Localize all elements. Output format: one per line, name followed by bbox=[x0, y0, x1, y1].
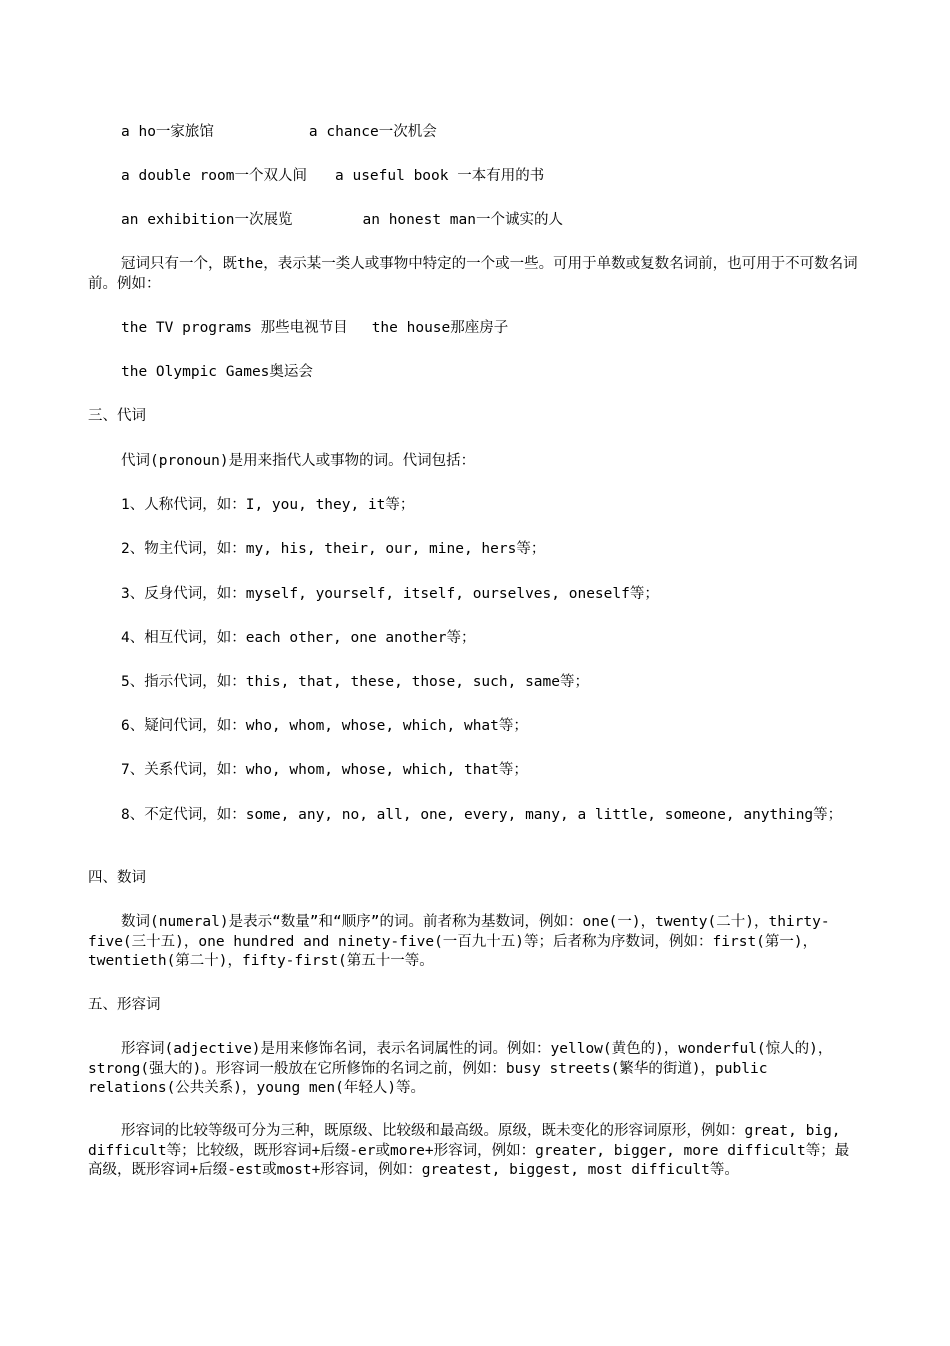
example-right: a useful book 一本有用的书 bbox=[335, 168, 545, 184]
example-line-5 bbox=[121, 362, 313, 382]
example-line-4 bbox=[121, 318, 508, 338]
section-heading-numeral: 四、数词 bbox=[88, 870, 146, 886]
pronoun-item: 8、不定代词，如：some, any, no, all, one, every, many, a little, someone, anything等； bbox=[121, 807, 843, 823]
example-left: the TV programs 那些电视节目 bbox=[121, 320, 348, 336]
pronoun-item: 5、指示代词，如：this, that, these, those, such, same等； bbox=[121, 674, 589, 690]
pronoun-item: 6、疑问代词，如：who, whom, whose, which, what等； bbox=[121, 718, 528, 734]
adjective-paragraph-2: 形容词的比较等级可分为三种，既原级、比较级和最高级。原级，既未变化的形容词原形，例如：great, big, difficult等；比较级，既形容词+后缀-er或more+形容词，例如：greater, bigger, more difficult等；最高级，既形容词+后缀-est或most+形容词，例如：greatest, biggest, most difficult等。 bbox=[88, 1123, 850, 1178]
example-line-3 bbox=[121, 210, 563, 230]
adjective-paragraph-1: 形容词(adjective)是用来修饰名词，表示名词属性的词。例如：yellow(黄色的)，wonderful(惊人的)，strong(强大的)。形容词一般放在它所修饰的名词之前，例如：busy streets(繁华的街道)，public relations(公共关系)，young men(年轻人)等。 bbox=[88, 1041, 833, 1096]
pronoun-item: 3、反身代词，如：myself, yourself, itself, ourselves, oneself等； bbox=[121, 586, 659, 602]
section-heading-adjective: 五、形容词 bbox=[88, 997, 161, 1013]
pronoun-item: 2、物主代词，如：my, his, their, our, mine, hers等； bbox=[121, 541, 546, 557]
pronoun-item: 4、相互代词，如：each other, one another等； bbox=[121, 630, 476, 646]
section-heading-pronoun: 三、代词 bbox=[88, 408, 146, 424]
numeral-paragraph: 数词(numeral)是表示“数量”和“顺序”的词。前者称为基数词，例如：one(一)，twenty(二十)，thirty-five(三十五)，one hundred and ninety-five(一百九十五)等；后者称为序数词，例如：first(第一)，twentieth(第二十)，fifty-first(第五十一等。 bbox=[88, 914, 830, 969]
definite-article-paragraph: 冠词只有一个，既the，表示某一类人或事物中特定的一个或一些。可用于单数或复数名词前，也可用于不可数名词前。例如： bbox=[88, 256, 858, 292]
example-right: an honest man一个诚实的人 bbox=[362, 212, 563, 228]
pronoun-item: 1、人称代词，如：I, you, they, it等； bbox=[121, 497, 415, 513]
example-left: a ho一家旅馆 bbox=[121, 124, 214, 140]
example-line-2 bbox=[121, 166, 544, 186]
example-right: the house那座房子 bbox=[371, 320, 509, 336]
pronoun-item: 7、关系代词，如：who, whom, whose, which, that等； bbox=[121, 762, 528, 778]
example-left: a double room一个双人间 bbox=[121, 168, 307, 184]
example-right: a chance一次机会 bbox=[308, 124, 437, 140]
example-line-1 bbox=[121, 122, 437, 142]
example-left: the Olympic Games奥运会 bbox=[121, 364, 313, 380]
example-left: an exhibition一次展览 bbox=[121, 212, 293, 228]
pronoun-intro: 代词(pronoun)是用来指代人或事物的词。代词包括： bbox=[121, 453, 476, 469]
